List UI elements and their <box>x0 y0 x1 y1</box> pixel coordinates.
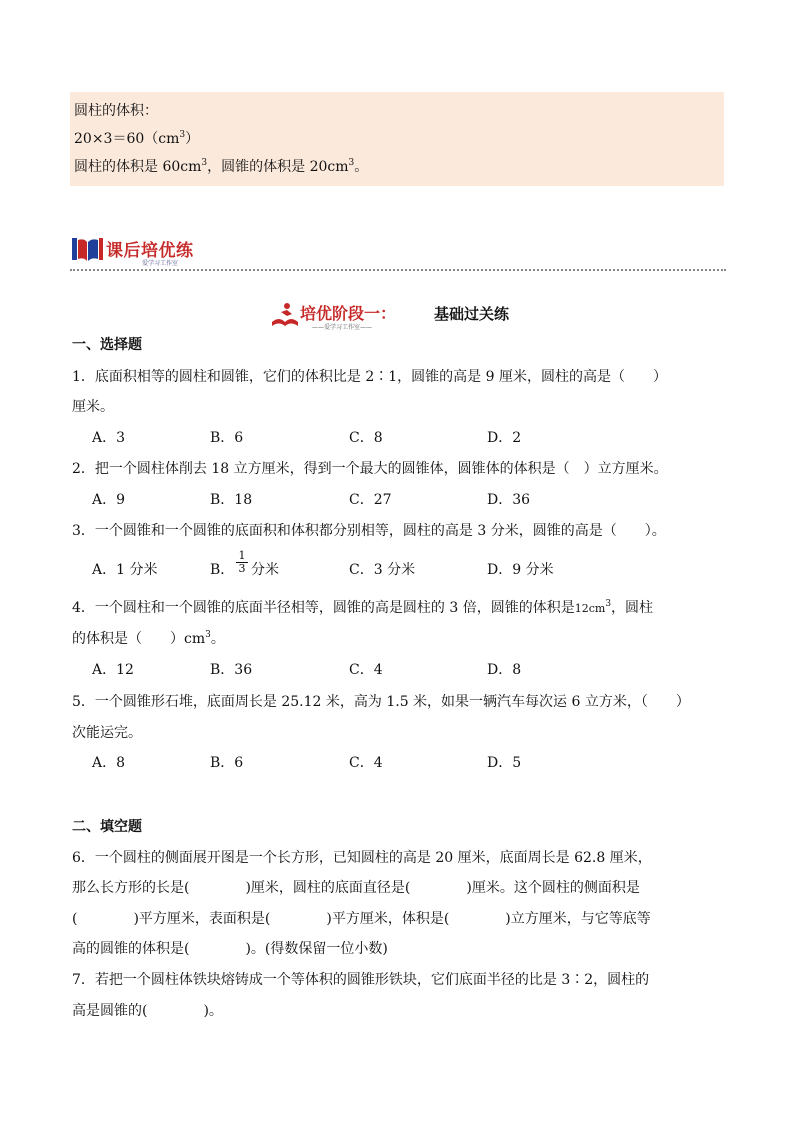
answer-box <box>70 92 724 186</box>
q4-line-1-text: 4．一个圆柱和一个圆锥的底面半径相等，圆锥的高是圆柱的 3 倍，圆锥的体积是 <box>72 600 575 616</box>
q2-line-1: 2．把一个圆柱体削去 18 立方厘米，得到一个最大的圆锥体，圆锥体的体积是（ ）立方厘米。 <box>72 461 668 477</box>
stage-sep: ： <box>380 304 397 323</box>
q4-option-a[interactable]: A．12 <box>92 662 134 678</box>
q1-option-c[interactable]: C．8 <box>349 430 383 446</box>
stage-title-text: 培优阶段一 <box>300 304 381 323</box>
section-heading-choice: 一、选择题 <box>72 337 142 353</box>
q7-line-1: 7．若把一个圆柱体铁块熔铸成一个等体积的圆锥形铁块，它们底面半径的比是 3∶2，圆柱的 <box>72 972 650 988</box>
q2-option-d[interactable]: D．36 <box>487 492 531 508</box>
q5-option-a[interactable]: A．8 <box>92 755 126 771</box>
q3-option-b-letter: B． <box>210 562 235 578</box>
stage-subtitle-text: 爱学习工作室 <box>324 324 361 331</box>
stage-name: 基础过关练 <box>434 305 510 323</box>
answer-line-3-c: 。 <box>354 159 369 175</box>
superscript: 3 <box>179 130 186 140</box>
q5-option-b[interactable]: B．6 <box>210 755 244 771</box>
stage-subtitle: ——爱学习工作室—— <box>312 324 373 331</box>
q4-line-2-end: 。 <box>210 631 225 647</box>
section-heading-fill: 二、填空题 <box>72 819 142 835</box>
q2-option-a[interactable]: A．9 <box>92 492 126 508</box>
superscript: 3 <box>348 158 355 168</box>
book-figure-icon <box>270 300 300 330</box>
answer-line-1: 圆柱的体积： <box>74 103 158 119</box>
q5-line-1: 5．一个圆锥形石堆，底面周长是 25.12 米，高为 1.5 米，如果一辆汽车每次运 6 立方米，（ ） <box>72 694 690 710</box>
q3-option-b-unit: 分米 <box>251 562 279 578</box>
fraction-numerator: 1 <box>238 549 246 562</box>
answer-line-3-a: 圆柱的体积是 60cm <box>74 159 202 175</box>
q1-option-d[interactable]: D．2 <box>487 430 522 446</box>
q1-line-2: 厘米。 <box>72 399 114 415</box>
superscript: 3 <box>605 599 612 609</box>
answer-line-2-end: ） <box>185 131 200 147</box>
stage-heading <box>270 300 570 330</box>
q6-line-4: 高的圆锥的体积是( )。(得数保留一位小数) <box>72 941 388 957</box>
q2-option-c[interactable]: C．27 <box>349 492 392 508</box>
fraction-denominator: 3 <box>236 562 248 575</box>
q3-option-c[interactable]: C．3 分米 <box>349 562 416 578</box>
q4-line-1-end: ，圆柱 <box>611 600 654 616</box>
answer-line-2-text: 20×3＝60（cm <box>74 131 180 147</box>
q3-option-a[interactable]: A．1 分米 <box>92 562 158 578</box>
q5-option-d[interactable]: D．5 <box>487 755 522 771</box>
q4-option-c[interactable]: C．4 <box>349 662 383 678</box>
answer-line-3-b: ，圆锥的体积是 20cm <box>207 159 349 175</box>
stage-title <box>300 301 396 324</box>
q6-line-2: 那么长方形的长是( )厘米，圆柱的底面直径是( )厘米。这个圆柱的侧面积是 <box>72 880 640 896</box>
banner-title: 课后培优练 <box>106 241 194 261</box>
q4-line-2 <box>72 628 225 648</box>
q4-volume: 12cm <box>574 602 606 615</box>
answer-line-3 <box>74 156 368 176</box>
q2-option-b[interactable]: B．18 <box>210 492 253 508</box>
q1-line-1: 1．底面积相等的圆柱和圆锥，它们的体积比是 2∶1，圆锥的高是 9 厘米，圆柱的高是（ ） <box>72 369 667 385</box>
q3-option-d[interactable]: D．9 分米 <box>487 562 554 578</box>
q1-option-a[interactable]: A．3 <box>92 430 126 446</box>
q4-option-b[interactable]: B．36 <box>210 662 253 678</box>
fraction-one-third <box>236 550 248 575</box>
superscript: 3 <box>201 158 208 168</box>
q3-option-b[interactable] <box>210 559 234 579</box>
q7-line-2: 高是圆锥的( )。 <box>72 1003 223 1019</box>
superscript: 3 <box>205 630 211 640</box>
divider <box>70 269 726 271</box>
q6-line-1: 6．一个圆柱的侧面展开图是一个长方形，已知圆柱的高是 20 厘米，底面周长是 62.8 厘米， <box>72 850 652 866</box>
q1-option-b[interactable]: B．6 <box>210 430 244 446</box>
q4-option-d[interactable]: D．8 <box>487 662 522 678</box>
q4-line-2-text: 的体积是（ ）cm <box>72 631 206 647</box>
q5-line-2: 次能运完。 <box>72 725 142 741</box>
q5-option-c[interactable]: C．4 <box>349 755 383 771</box>
q6-line-3: ( )平方厘米，表面积是( )平方厘米，体积是( )立方厘米，与它等底等 <box>72 911 651 927</box>
book-icon <box>72 236 104 264</box>
q4-line-1 <box>72 597 653 617</box>
section-banner <box>72 236 272 266</box>
q3-line-1: 3．一个圆锥和一个圆锥的底面积和体积都分别相等，圆柱的高是 3 分米，圆锥的高是（ ）。 <box>72 523 666 539</box>
banner-subtitle: 爱学习工作室 <box>142 260 179 267</box>
answer-line-2 <box>74 128 199 148</box>
